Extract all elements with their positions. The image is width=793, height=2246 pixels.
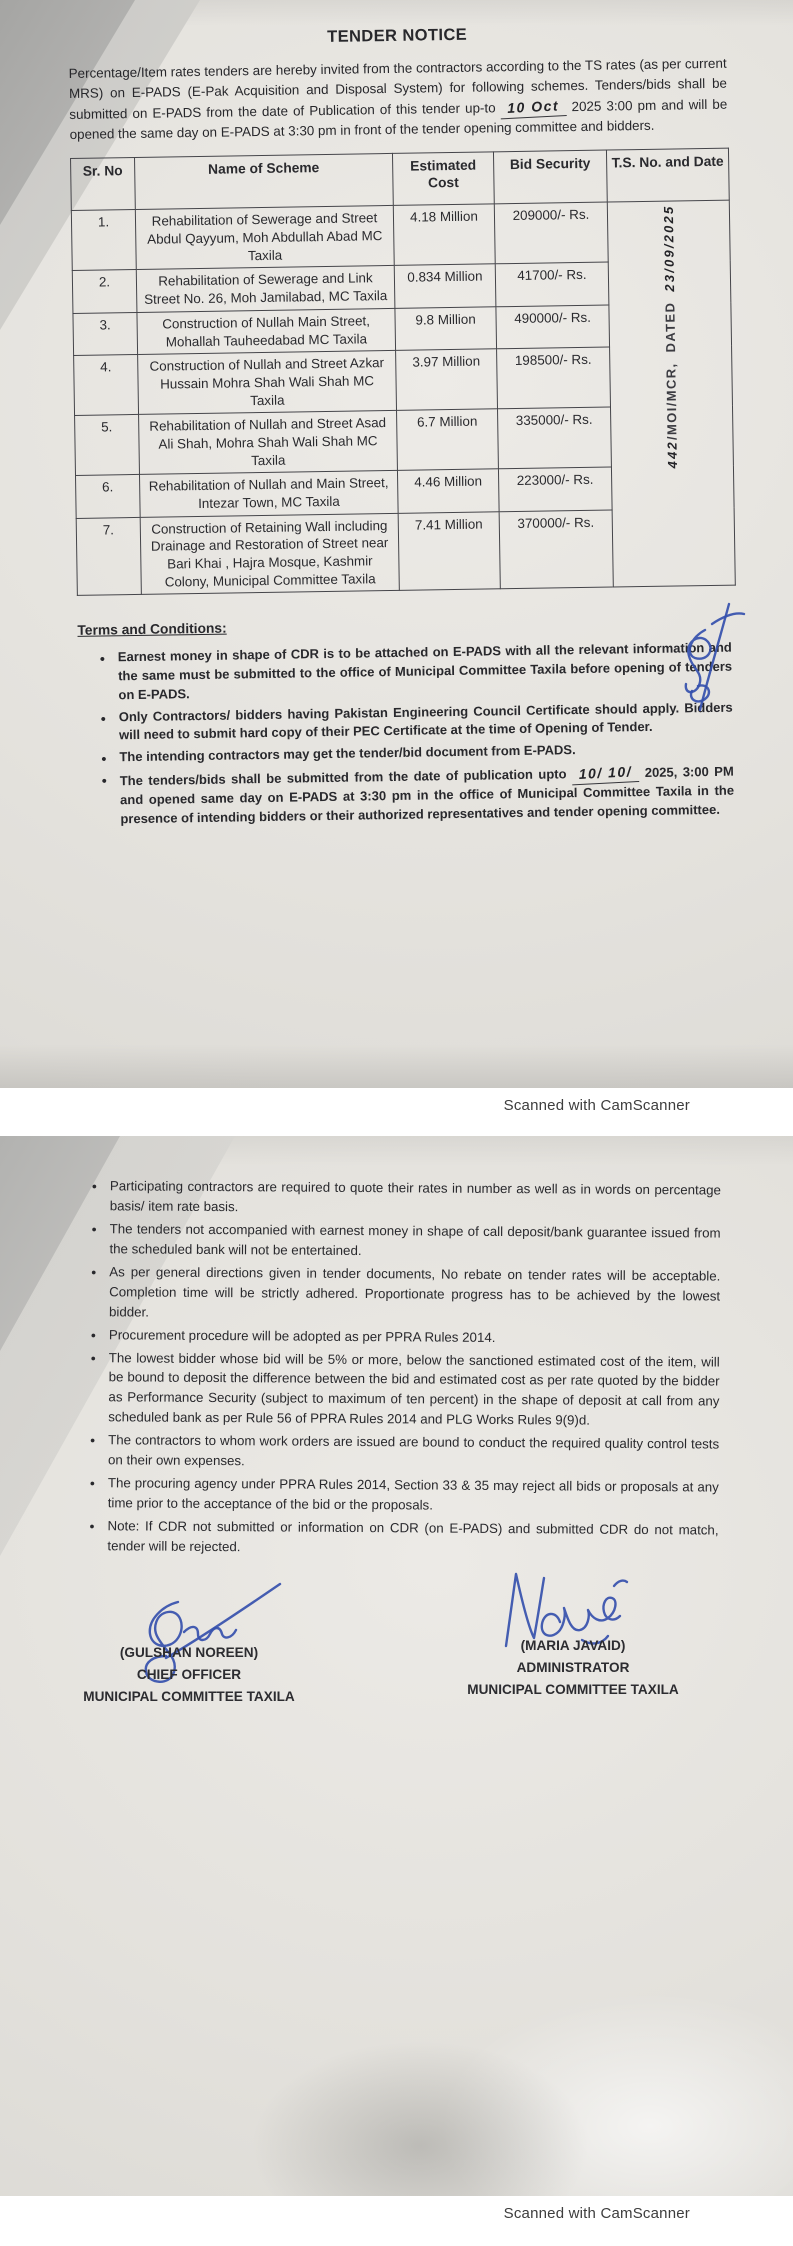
page-title: TENDER NOTICE xyxy=(327,25,468,46)
terms-heading: Terms and Conditions: xyxy=(77,621,227,639)
term-text-before: The tenders/bids shall be submitted from the date of publication upto xyxy=(119,766,567,789)
page1-footer-band xyxy=(0,1088,793,1136)
signatory-name: (MARIA JAVAID) xyxy=(520,1638,626,1653)
signatory-org: MUNICIPAL COMMITTEE TAXILA xyxy=(467,1681,679,1697)
intro-text-before: Percentage/Item rates tenders are hereby invited from the contractors according to the TS rates (as per current MRS) on E-PADS (E-Pak Acquisition and Disposal System) for following schemes. Tenders/bids shall be submitted on E-PADS from the date of Publication of this tender up-to xyxy=(68,56,728,122)
term-item xyxy=(100,760,735,829)
signatory-name: (GULSHAN NOREEN) xyxy=(119,1645,259,1660)
column-header-ts: T.S. No. and Date xyxy=(606,148,729,202)
scheme-name-cell: Rehabilitation of Sewerage and Street Abdul Qayyum, Moh Abdullah Abad MC Taxila xyxy=(135,206,394,270)
sr-cell: 2. xyxy=(72,270,137,313)
ts-number-note xyxy=(661,205,680,469)
term-item: • As per general directions given in tender documents, No rebate on tender rates will be acceptable. Completion time will be strictly adhered. Proportionate progress has to be achieved by the lowest bidder. xyxy=(89,1262,720,1326)
sr-cell: 6. xyxy=(76,475,141,518)
camscanner-footer: Scanned with CamScanner xyxy=(503,1097,690,1114)
term-item: • The lowest bidder whose bid will be 5% or more, below the sanctioned estimated cost of the item, will be bound to deposit the difference between the bid and estimated cost as per rate quoted by the bidder as Performance Security (subject to maximum of ten percent) in the shape of deposit at call from any scheduled bank as per Rule 56 of PPRA Rules 2014 and PLG Works Rules 9(9)d. xyxy=(88,1348,720,1432)
column-header-sr: Sr. No xyxy=(71,157,136,210)
sr-cell: 4. xyxy=(74,355,139,416)
page2-content xyxy=(67,1176,725,1563)
column-header-scheme: Name of Scheme xyxy=(135,153,394,210)
sr-cell: 7. xyxy=(76,517,141,596)
term-text-after: 2025, 3:00 PM and opened same day on E-PADS at 3:30 pm in the office of Municipal Committee Taxila in the presence of intending bidders or their authorized representatives and tender opening committee. xyxy=(119,763,735,826)
scanned-page-1 xyxy=(0,0,793,1088)
sr-cell: 5. xyxy=(75,415,140,476)
scheme-name-cell: Construction of Nullah Main Street, Mohallah Tauheedabad MC Taxila xyxy=(137,308,396,354)
page2-footer-band xyxy=(0,2196,793,2246)
schemes-table xyxy=(70,148,736,597)
term-item: • Note: If CDR not submitted or information on CDR (on E-PADS) and submitted CDR do not match, tender will be rejected. xyxy=(87,1516,718,1560)
cost-cell: 4.18 Million xyxy=(393,204,495,266)
cost-cell: 6.7 Million xyxy=(397,409,499,471)
camscanner-footer: Scanned with CamScanner xyxy=(503,2205,690,2222)
intro-paragraph xyxy=(69,54,728,144)
signatory-title: ADMINISTRATOR xyxy=(516,1659,630,1675)
security-cell: 209000/- Rs. xyxy=(494,202,608,264)
term-item: • The contractors to whom work orders are issued are bound to conduct the required quality control tests on their own expenses. xyxy=(88,1430,719,1474)
ts-typed-text: /MOI/MCR, DATED xyxy=(662,291,680,441)
handwritten-deadline-date: 10/ 10/ xyxy=(571,761,639,786)
term-item: • The intending contractors may get the tender/bid document from E-PADS. xyxy=(99,739,733,768)
ts-hand-number: 442 xyxy=(664,440,680,469)
term-item: • The procuring agency under PPRA Rules 2014, Section 33 & 35 may reject all bids or proposals at any time prior to the acceptance of the bid or the proposals. xyxy=(88,1473,719,1517)
column-header-security: Bid Security xyxy=(493,150,607,204)
security-cell: 198500/- Rs. xyxy=(497,347,611,409)
cost-cell: 9.8 Million xyxy=(395,307,497,351)
cost-cell: 7.41 Million xyxy=(398,511,500,590)
term-item: • Earnest money in shape of CDR is to be attached on E-PADS with all the relevant information and the same must be submitted to the office of Municipal Committee Taxila before opening of tenders on E-PADS. xyxy=(98,639,733,705)
term-item: • Only Contractors/ bidders having Pakistan Engineering Council Certificate should apply. Bidders will need to submit hard copy of their PEC Certificate at the time of Opening of Tender. xyxy=(99,698,734,745)
cost-cell: 3.97 Million xyxy=(396,349,498,411)
page1-content xyxy=(68,20,739,833)
scanned-page-2 xyxy=(0,1136,793,2196)
signatory-left xyxy=(36,1642,342,1707)
security-cell: 223000/- Rs. xyxy=(498,467,612,511)
signature-scribble xyxy=(675,598,753,720)
intro-text-after: 2025 3:00 pm and will be opened the same day on E-PADS at 3:30 pm in front of the tender opening committee and bidders. xyxy=(69,96,728,142)
sr-cell: 3. xyxy=(73,312,138,355)
sr-cell: 1. xyxy=(71,210,136,271)
cost-cell: 4.46 Million xyxy=(397,469,499,513)
ts-hand-date: 23/09/2025 xyxy=(660,204,678,293)
terms-list-page1 xyxy=(78,639,739,829)
scheme-name-cell: Construction of Retaining Wall including Drainage and Restoration of Street near Bari Khai , Hajra Mosque, Kashmir Colony, Municipal Committee Taxila xyxy=(140,513,399,595)
security-cell: 41700/- Rs. xyxy=(495,262,609,306)
scheme-name-cell: Rehabilitation of Nullah and Street Asad Ali Shah, Mohra Shah Wali Shah MC Taxila xyxy=(139,411,398,475)
signatory-right xyxy=(420,1635,726,1700)
scheme-name-cell: Rehabilitation of Nullah and Main Street, Intezar Town, MC Taxila xyxy=(139,471,398,517)
cost-cell: 0.834 Million xyxy=(394,264,496,308)
terms-list-page2 xyxy=(67,1176,725,1560)
security-cell: 370000/- Rs. xyxy=(499,510,613,590)
term-item: • Participating contractors are required to quote their rates in number as well as in words on percentage basis/ item rate basis. xyxy=(90,1176,721,1220)
scheme-name-cell: Rehabilitation of Sewerage and Link Street No. 26, Moh Jamilabad, MC Taxila xyxy=(136,266,395,312)
signatory-title: CHIEF OFFICER xyxy=(136,1666,242,1682)
signatory-org: MUNICIPAL COMMITTEE TAXILA xyxy=(83,1688,295,1704)
security-cell: 490000/- Rs. xyxy=(496,305,610,349)
table-row xyxy=(71,201,730,271)
handwritten-submission-date: 10 Oct xyxy=(500,95,567,120)
term-item: • The tenders not accompanied with earnest money in shape of call deposit/bank guarantee issued from the scheduled bank will not be entertained. xyxy=(89,1219,720,1263)
column-header-cost: Estimated Cost xyxy=(392,152,494,206)
term-item: • Procurement procedure will be adopted as per PPRA Rules 2014. xyxy=(89,1325,720,1349)
security-cell: 335000/- Rs. xyxy=(498,407,612,469)
scheme-name-cell: Construction of Nullah and Street Azkar Hussain Mohra Shah Wali Shah MC Taxila xyxy=(138,351,397,415)
ts-number-cell xyxy=(607,201,735,588)
